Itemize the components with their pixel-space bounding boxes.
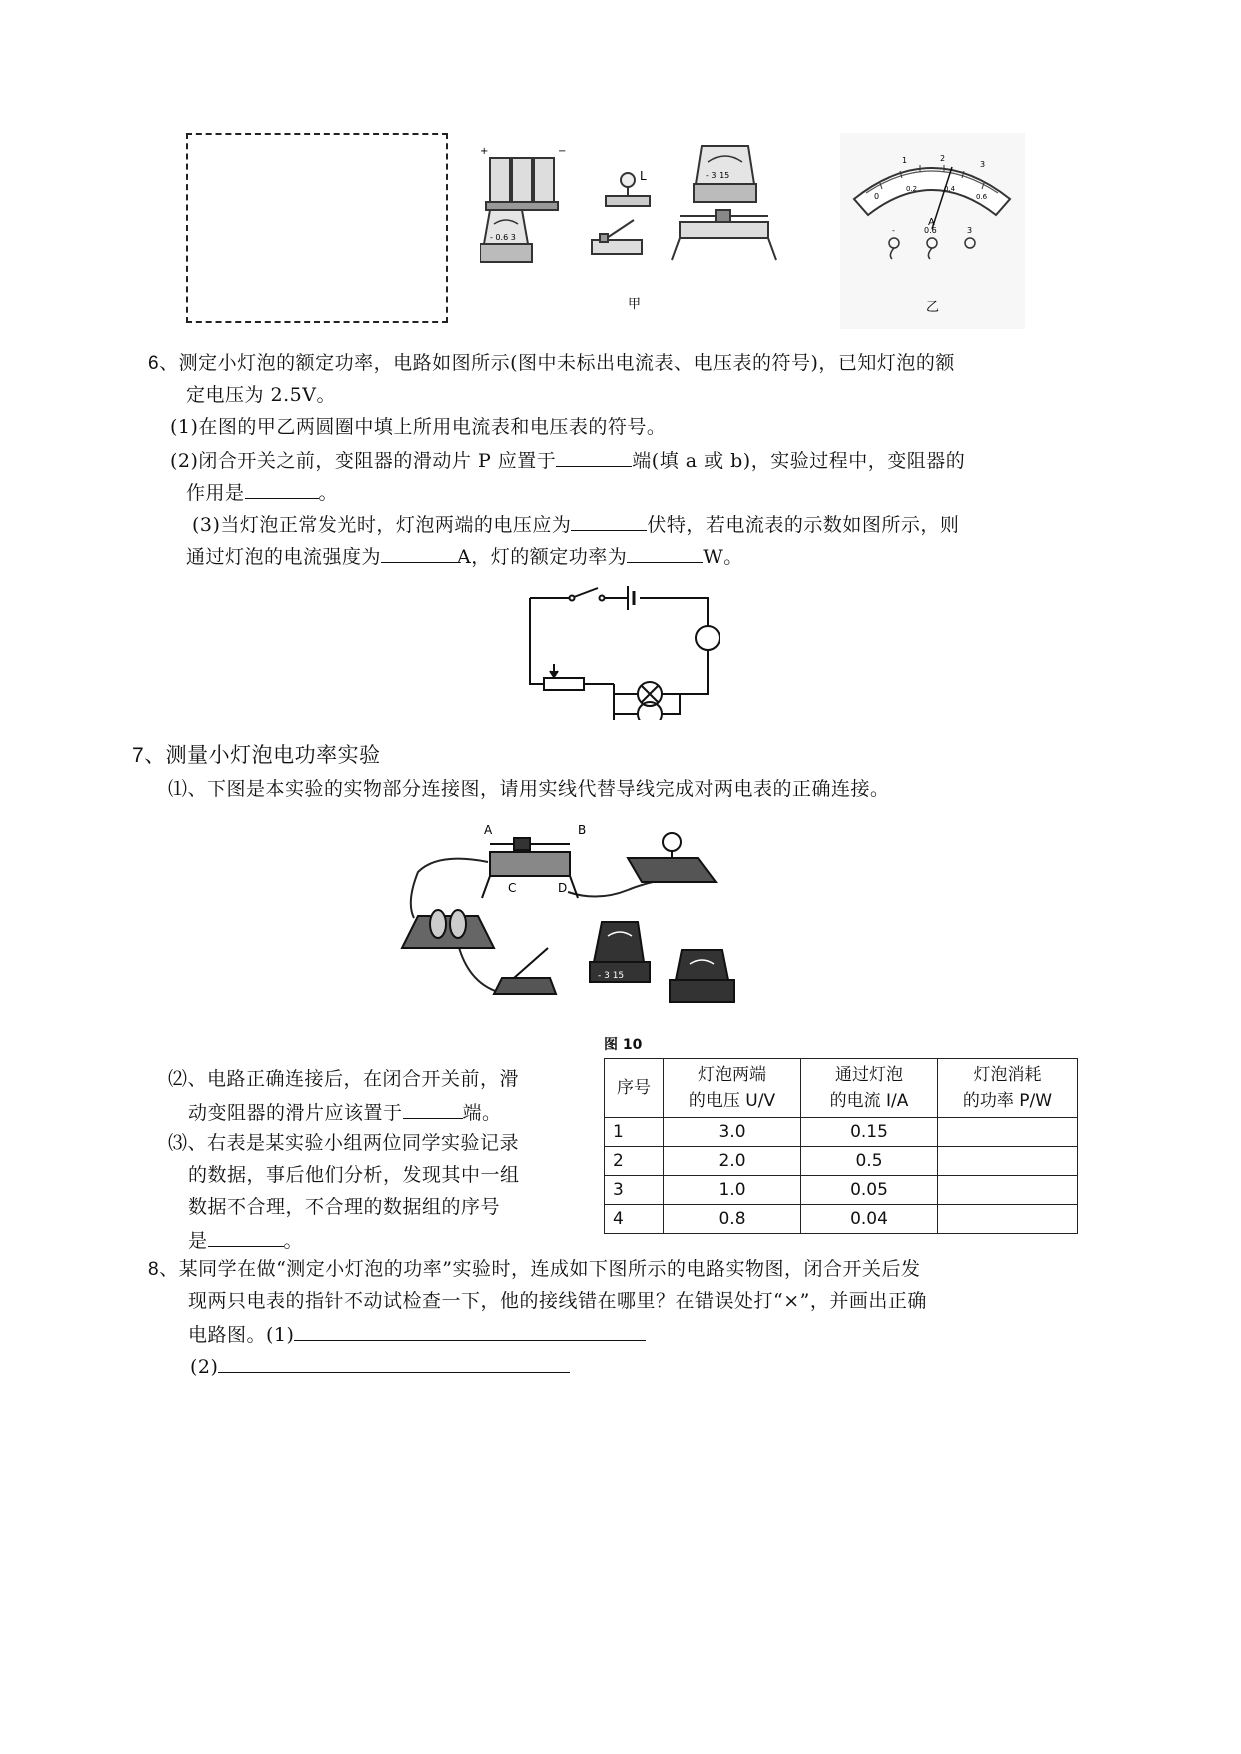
meter-circle-yi xyxy=(638,702,662,720)
meter-circle-jia xyxy=(696,626,720,650)
switch-icon xyxy=(592,220,642,254)
q7-blank-invalid-row[interactable] xyxy=(208,1226,284,1247)
table-row xyxy=(605,1205,1078,1234)
q6-blank-current[interactable] xyxy=(381,542,457,563)
q6-part2-text-b: 端(填 a 或 b)，实验过程中，变阻器的 xyxy=(632,450,966,472)
voltmeter-terminal-label: - 3 15 xyxy=(706,171,730,180)
q8-line2: 现两只电表的指针不动试检查一下，他的接线错在哪里？在错误处打“×”，并画出正确 xyxy=(188,1290,927,1312)
q6-part2-line2 xyxy=(186,478,338,506)
label-jia: 甲 xyxy=(628,297,642,312)
q7-part3-line3: 数据不合理，不合理的数据组的序号 xyxy=(188,1196,501,1218)
q6-part1: (1)在图的甲乙两圆圈中填上所用电流表和电压表的符号。 xyxy=(170,416,667,438)
table-row xyxy=(605,1147,1078,1176)
table-cell: 0.15 xyxy=(801,1118,938,1147)
rheostat-terminal-d: D xyxy=(558,881,568,895)
q6-part3-text-a: (3)当灯泡正常发光时，灯泡两端的电压应为 xyxy=(192,514,572,536)
table-header-cell: 灯泡两端 的电压 U/V xyxy=(664,1059,801,1118)
bulb-board-icon xyxy=(628,833,716,882)
meter-scale-label-1: 1 xyxy=(902,156,908,165)
figure-10-apparatus xyxy=(398,812,838,1012)
table-cell: 0.8 xyxy=(664,1205,801,1234)
q8-line1-text: 、某同学在做“测定小灯泡的功率”实验时，连成如下图所示的电路实物图，闭合开关后发 xyxy=(159,1258,921,1280)
q6-circuit-diagram xyxy=(520,580,720,720)
q6-part2-text-c: 作用是 xyxy=(186,482,245,504)
q6-part3-line1 xyxy=(192,510,959,538)
q6-line1 xyxy=(148,350,955,377)
q7-part2-text-c: 端。 xyxy=(462,1102,502,1124)
q8-line3-text: 电路图。(1) xyxy=(188,1324,295,1346)
q6-blank-power[interactable] xyxy=(627,542,703,563)
ammeter-icon xyxy=(670,950,734,1002)
q7-part2-text-b: 动变阻器的滑片应该置于 xyxy=(188,1102,403,1124)
q7-blank-slider-end[interactable] xyxy=(403,1098,463,1119)
meter-terminal-3: 3 xyxy=(967,226,973,235)
table-cell: 1.0 xyxy=(664,1176,801,1205)
q6-part3-line2 xyxy=(186,542,743,570)
q6-part3-text-c: 通过灯泡的电流强度为 xyxy=(186,546,382,568)
q6-line1-text: 、测定小灯泡的额定功率，电路如图所示(图中未标出电流表、电压表的符号)，已知灯泡的额 xyxy=(159,352,955,374)
meter-scale-label-0: 0 xyxy=(874,192,880,201)
q6-part3-text-e: W。 xyxy=(703,546,743,568)
meter-scale-label-3: 3 xyxy=(980,160,986,169)
q8-line1 xyxy=(148,1256,921,1283)
meter-scale-label-02: 0.2 xyxy=(906,185,918,193)
q7-part3-text-d: 是 xyxy=(188,1230,208,1252)
q7-part3-line1: ⑶、右表是某实验小组两位同学实验记录 xyxy=(168,1132,520,1154)
ammeter-dial-yi xyxy=(840,133,1025,329)
q8-blank-answer-2[interactable] xyxy=(218,1352,570,1373)
table-cell: 0.04 xyxy=(801,1205,938,1234)
table-cell-power[interactable] xyxy=(938,1118,1078,1147)
meter-scale-label-2: 2 xyxy=(940,154,946,163)
q7-heading xyxy=(132,742,381,769)
table-cell: 2.0 xyxy=(664,1147,801,1176)
q8-number: 8 xyxy=(148,1259,160,1280)
q7-part1: ⑴、下图是本实验的实物部分连接图，请用实线代替导线完成对两电表的正确连接。 xyxy=(168,778,890,800)
table-row xyxy=(605,1176,1078,1205)
q7-part2-line1: ⑵、电路正确连接后，在闭合开关前，滑 xyxy=(168,1068,520,1090)
table-header-row xyxy=(605,1059,1078,1118)
meter-scale-label-04: 0.4 xyxy=(944,185,956,193)
label-yi: 乙 xyxy=(926,300,940,315)
rheostat-symbol xyxy=(544,678,584,690)
table-header-cell: 序号 xyxy=(605,1059,664,1118)
rheostat-terminal-b: B xyxy=(578,823,587,837)
battery-minus-label: − xyxy=(558,146,567,157)
q7-number: 7 xyxy=(132,744,145,767)
q6-part3-text-b: 伏特，若电流表的示数如图所示，则 xyxy=(647,514,960,536)
figure-10-caption: 图 10 xyxy=(604,1037,643,1053)
meter-unit-label: A xyxy=(928,217,935,228)
battery-pack-icon xyxy=(486,158,558,210)
table-cell: 1 xyxy=(605,1118,664,1147)
q6-blank-rheostat-role[interactable] xyxy=(245,478,319,499)
table-cell: 3.0 xyxy=(664,1118,801,1147)
battery-box-icon xyxy=(402,910,494,948)
q8-line4 xyxy=(190,1352,570,1380)
switch-contact-right xyxy=(600,596,605,601)
table-cell-power[interactable] xyxy=(938,1205,1078,1234)
q6-part2-line1 xyxy=(170,446,965,474)
table-header-cell: 灯泡消耗 的功率 P/W xyxy=(938,1059,1078,1118)
switch-blade xyxy=(574,588,598,597)
table-cell: 4 xyxy=(605,1205,664,1234)
rheostat-icon xyxy=(672,210,776,260)
table-cell: 0.05 xyxy=(801,1176,938,1205)
q8-line3 xyxy=(188,1320,646,1348)
bulb-label: L xyxy=(640,169,647,183)
q6-part2-text-a: (2)闭合开关之前，变阻器的滑动片 P 应置于 xyxy=(170,450,557,472)
q7-part3-line4 xyxy=(188,1226,303,1254)
rheostat-terminal-c: C xyxy=(508,881,517,895)
meter-terminal-06: 0.6 xyxy=(924,226,937,235)
answer-box[interactable] xyxy=(186,133,448,323)
q6-blank-slider-end[interactable] xyxy=(556,446,632,467)
table-row xyxy=(605,1118,1078,1147)
q7-title: 、测量小灯泡电功率实验 xyxy=(144,743,381,767)
q6-part3-text-d: A，灯的额定功率为 xyxy=(457,546,628,568)
q6-blank-voltage[interactable] xyxy=(571,510,647,531)
table-cell: 2 xyxy=(605,1147,664,1176)
q7-part3-text-e: 。 xyxy=(283,1230,304,1252)
table-cell: 0.5 xyxy=(801,1147,938,1176)
table-cell-power[interactable] xyxy=(938,1147,1078,1176)
table-header-cell: 通过灯泡 的电流 I/A xyxy=(801,1059,938,1118)
battery-plus-label: + xyxy=(480,146,489,157)
q8-line4-text: (2) xyxy=(190,1356,219,1378)
q6-line2: 定电压为 2.5V。 xyxy=(186,384,336,406)
rheostat-terminal-a: A xyxy=(484,823,493,837)
q7-part3-line2: 的数据，事后他们分析，发现其中一组 xyxy=(188,1164,520,1186)
table-cell-power[interactable] xyxy=(938,1176,1078,1205)
apparatus-figure-jia xyxy=(480,140,780,330)
q7-part2-line2 xyxy=(188,1098,502,1126)
switch-icon xyxy=(494,948,556,994)
q6-part2-text-d: 。 xyxy=(318,482,339,504)
meter-scale-label-06: 0.6 xyxy=(976,193,988,201)
q7-data-table xyxy=(604,1058,1078,1234)
q6-number: 6 xyxy=(148,353,160,374)
voltmeter-terminal-label: - 3 15 xyxy=(598,971,625,981)
q8-blank-answer-1[interactable] xyxy=(294,1320,646,1341)
meter-terminal-minus: - xyxy=(892,226,895,235)
ammeter-terminal-label: - 0.6 3 xyxy=(490,233,516,242)
table-cell: 3 xyxy=(605,1176,664,1205)
